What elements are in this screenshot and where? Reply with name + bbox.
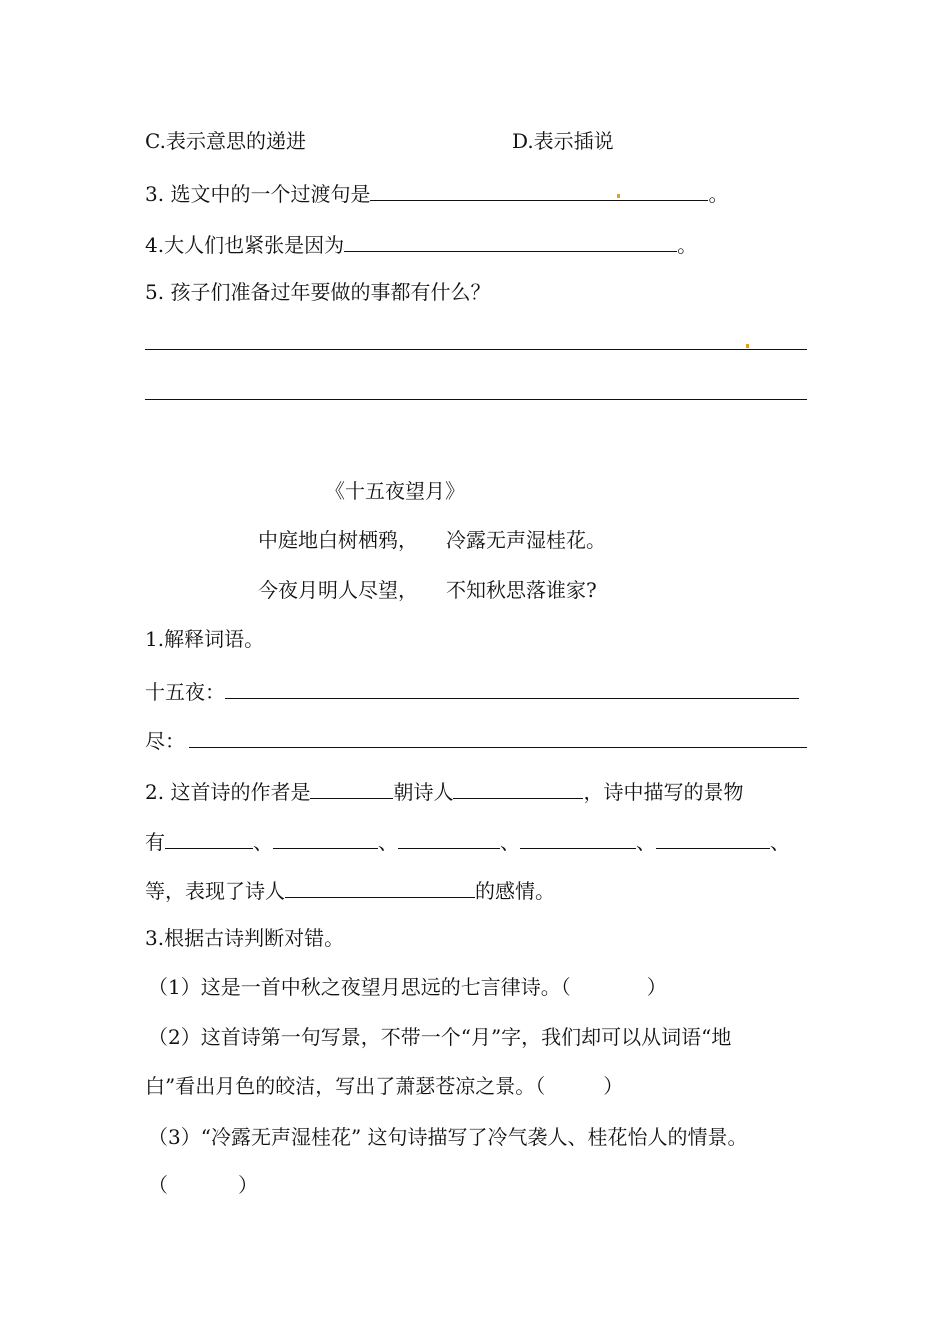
orange-mark xyxy=(746,344,749,348)
p2-text-3: ，诗中描写的景物 xyxy=(583,780,744,804)
question-5: 5. 孩子们准备过年要做的事都有什么？ xyxy=(145,280,491,304)
p2-line-2 xyxy=(145,826,790,852)
p2-you: 有 xyxy=(145,830,165,854)
separator: 、 xyxy=(378,830,398,854)
p3-item-3-close: ） xyxy=(238,1173,258,1197)
p3-heading: 3.根据古诗判断对错。 xyxy=(145,926,345,950)
p3-item-3b xyxy=(148,1172,258,1198)
separator: 、 xyxy=(253,830,273,854)
p3-item-3a: （3）“冷露无声湿桂花” 这句诗描写了冷气袭人、桂花怡人的情景。 xyxy=(148,1125,748,1149)
poem-line-1b: 冷露无声湿桂花。 xyxy=(446,528,606,552)
p3-item-2a: （2）这首诗第一句写景，不带一个“月”字，我们却可以从词语“地 xyxy=(148,1025,732,1049)
answer-blank-dynasty[interactable] xyxy=(310,776,393,799)
question-4-end: 。 xyxy=(677,233,698,257)
question-3-end: 。 xyxy=(708,182,729,206)
option-c: C.表示意思的递进 xyxy=(145,129,306,153)
p3-item-2-close: ） xyxy=(603,1074,624,1098)
poem-line-2b: 不知秋思落谁家? xyxy=(446,578,597,602)
term-1-label: 十五夜： xyxy=(145,680,225,704)
p1-heading: 1.解释词语。 xyxy=(145,627,265,651)
question-4-text: 4.大人们也紧张是因为 xyxy=(145,233,345,257)
p1-term-1 xyxy=(145,676,799,702)
answer-blank-term-2[interactable] xyxy=(189,725,807,748)
answer-blank-scene-5[interactable] xyxy=(656,826,770,849)
answer-blank-term-1[interactable] xyxy=(225,676,799,699)
answer-blank-feeling[interactable] xyxy=(285,875,475,898)
answer-line-q5-2[interactable] xyxy=(145,399,807,400)
answer-blank-scene-3[interactable] xyxy=(398,826,500,849)
answer-blank-scene-4[interactable] xyxy=(520,826,636,849)
separator: 、 xyxy=(636,830,656,854)
answer-blank-scene-2[interactable] xyxy=(273,826,378,849)
poem-line-1a: 中庭地白树栖鸦， xyxy=(258,528,418,552)
p3-item-1-text: （1）这是一首中秋之夜望月思远的七言律诗。（ xyxy=(148,975,571,999)
question-4 xyxy=(145,229,697,255)
p3-item-3-open: （ xyxy=(148,1173,168,1197)
p2-line-1 xyxy=(145,776,743,802)
p3-item-1-close: ） xyxy=(646,975,667,999)
answer-blank-q4[interactable] xyxy=(344,229,677,252)
separator: 、 xyxy=(770,830,790,854)
orange-mark xyxy=(617,194,620,198)
p3-item-1 xyxy=(148,974,667,1000)
separator: 、 xyxy=(500,830,520,854)
p2-text-4: 等，表现了诗人 xyxy=(145,879,285,903)
p1-term-2 xyxy=(145,725,807,751)
p2-text-5: 的感情。 xyxy=(475,879,555,903)
p2-text-1: 2. 这首诗的作者是 xyxy=(145,780,311,804)
p2-line-3 xyxy=(145,875,555,901)
poem-line-2a: 今夜月明人尽望， xyxy=(258,578,418,602)
p3-item-2b-text: 白”看出月色的皎洁，写出了萧瑟苍凉之景。（ xyxy=(145,1074,546,1098)
term-2-label: 尽： xyxy=(145,729,185,753)
answer-line-q5-1[interactable] xyxy=(145,349,807,350)
p3-item-2b xyxy=(145,1073,623,1099)
answer-blank-poet[interactable] xyxy=(453,776,583,799)
p2-text-2: 朝诗人 xyxy=(393,780,454,804)
question-3-text: 3. 选文中的一个过渡句是 xyxy=(145,182,371,206)
option-d: D.表示插说 xyxy=(512,129,614,153)
question-3 xyxy=(145,178,728,204)
poem-title: 《十五夜望月》 xyxy=(325,479,465,503)
answer-blank-q3[interactable] xyxy=(370,178,708,201)
answer-blank-scene-1[interactable] xyxy=(165,826,253,849)
